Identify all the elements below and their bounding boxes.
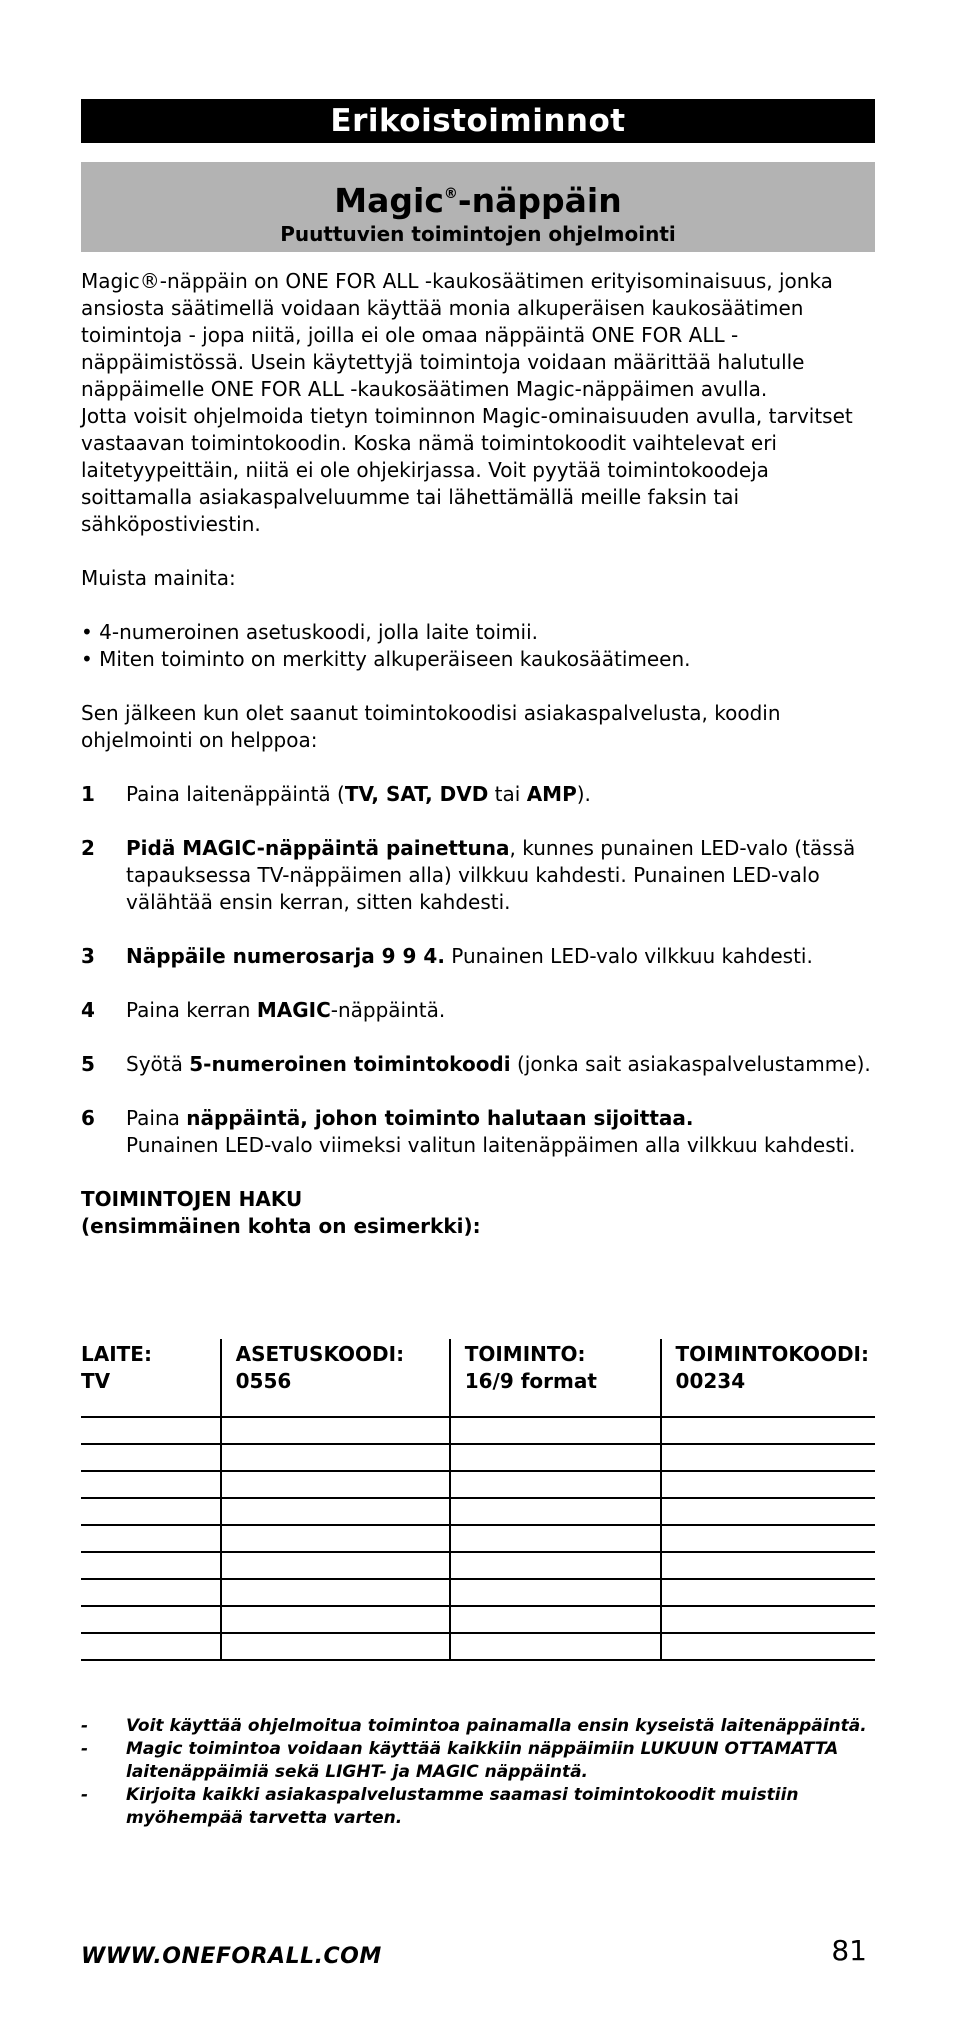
intro-paragraph-3: Sen jälkeen kun olet saanut toimintokoodisi asiakaspalvelusta, koodin ohjelmointi on helppoa:	[81, 701, 781, 752]
table-row	[81, 1471, 875, 1498]
step-3	[81, 943, 875, 970]
step-text: Pidä MAGIC-näppäintä painettuna, kunnes punainen LED-valo (tässä tapauksessa TV-näppäimen alla) vilkkuu kahdesti. Punainen LED-valo välähtää ensin kerran, sitten kahdesti.	[126, 836, 856, 914]
table-row	[81, 1606, 875, 1633]
table-row	[81, 1417, 875, 1444]
table-row	[81, 1633, 875, 1660]
body-text	[81, 268, 875, 1240]
step-number: 5	[81, 1052, 95, 1076]
step-text: Paina laitenäppäintä (TV, SAT, DVD tai AMP).	[126, 782, 591, 806]
lookup-heading: TOIMINTOJEN HAKU (ensimmäinen kohta on esimerkki):	[81, 1187, 481, 1238]
remember-label: Muista mainita:	[81, 566, 236, 590]
table-row	[81, 1444, 875, 1471]
col-function: TOIMINTO: 16/9 format	[450, 1339, 661, 1417]
col-function-code: TOIMINTOKOODI: 00234	[661, 1339, 875, 1417]
step-number: 3	[81, 944, 95, 968]
intro-paragraph-2: Jotta voisit ohjelmoida tietyn toiminnon Magic-ominaisuuden avulla, tarvitset vastaavan toimintokoodin. Koska nämä toimintokoodit vaihtelevat eri laitetyypeittäin, niitä ei ole ohjekirjassa. Voit pyytää toimintokoodeja soittamalla asiakaspalveluumme tai lähettämällä meille faksin tai sähköpostiviestin.	[81, 404, 853, 536]
step-text: Näppäile numerosarja 9 9 4. Punainen LED-valo vilkkuu kahdesti.	[126, 944, 813, 968]
table-row	[81, 1525, 875, 1552]
step-number: 1	[81, 782, 95, 806]
table-header-row	[81, 1339, 875, 1417]
step-number: 2	[81, 836, 95, 860]
step-number: 6	[81, 1106, 95, 1130]
col-device: LAITE: TV	[81, 1339, 221, 1417]
table-row	[81, 1552, 875, 1579]
note-item: - Voit käyttää ohjelmoitua toimintoa painamalla ensin kyseistä laitenäppäintä.	[81, 1716, 867, 1736]
step-2	[81, 835, 875, 916]
step-text: Paina näppäintä, johon toiminto halutaan sijoittaa. Punainen LED-valo viimeksi valitun laitenäppäimen alla vilkkuu kahdesti.	[126, 1106, 856, 1157]
website-url: WWW.ONEFORALL.COM	[81, 1944, 382, 1969]
table-row	[81, 1498, 875, 1525]
title-box	[81, 162, 875, 252]
note-item: - Kirjoita kaikki asiakaspalvelustamme saamasi toimintokoodit muistiin myöhempää tarvetta varten.	[81, 1785, 799, 1828]
col-setup-code: ASETUSKOODI: 0556	[221, 1339, 450, 1417]
section-title-bar	[81, 99, 875, 143]
step-text: Syötä 5-numeroinen toimintokoodi (jonka sait asiakaspalvelustamme).	[126, 1052, 871, 1076]
section-title: Erikoistoiminnot	[330, 103, 626, 139]
step-4	[81, 997, 875, 1024]
table-row	[81, 1579, 875, 1606]
function-code-table	[81, 1339, 875, 1661]
page-title	[81, 162, 875, 221]
step-number: 4	[81, 998, 95, 1022]
notes-list	[81, 1715, 875, 1830]
title-main: Magic	[334, 181, 444, 220]
bullet-item: • 4-numeroinen asetuskoodi, jolla laite toimii.	[81, 620, 539, 644]
bullet-item: • Miten toiminto on merkitty alkuperäiseen kaukosäätimeen.	[81, 647, 691, 671]
page-subtitle: Puuttuvien toimintojen ohjelmointi	[280, 222, 676, 246]
step-1	[81, 781, 875, 808]
step-5	[81, 1051, 875, 1078]
registered-mark: ®	[443, 186, 458, 202]
step-6	[81, 1105, 875, 1159]
title-suffix: -näppäin	[457, 181, 622, 220]
page-number: 81	[831, 1934, 867, 1967]
note-item: - Magic toimintoa voidaan käyttää kaikkiin näppäimiin LUKUUN OTTAMATTA laitenäppäimiä sekä LIGHT- ja MAGIC näppäintä.	[81, 1739, 839, 1782]
step-text: Paina kerran MAGIC-näppäintä.	[126, 998, 446, 1022]
intro-paragraph-1: Magic®-näppäin on ONE FOR ALL -kaukosäätimen erityisominaisuus, jonka ansiosta säätimellä voidaan käyttää monia alkuperäisen kaukosäätimen toimintoja - jopa niitä, joilla ei ole omaa näppäintä ONE FOR ALL -näppäimistössä. Usein käytettyjä toimintoja voidaan määrittää halutulle näppäimelle ONE FOR ALL -kaukosäätimen Magic-näppäimen avulla.	[81, 269, 833, 401]
